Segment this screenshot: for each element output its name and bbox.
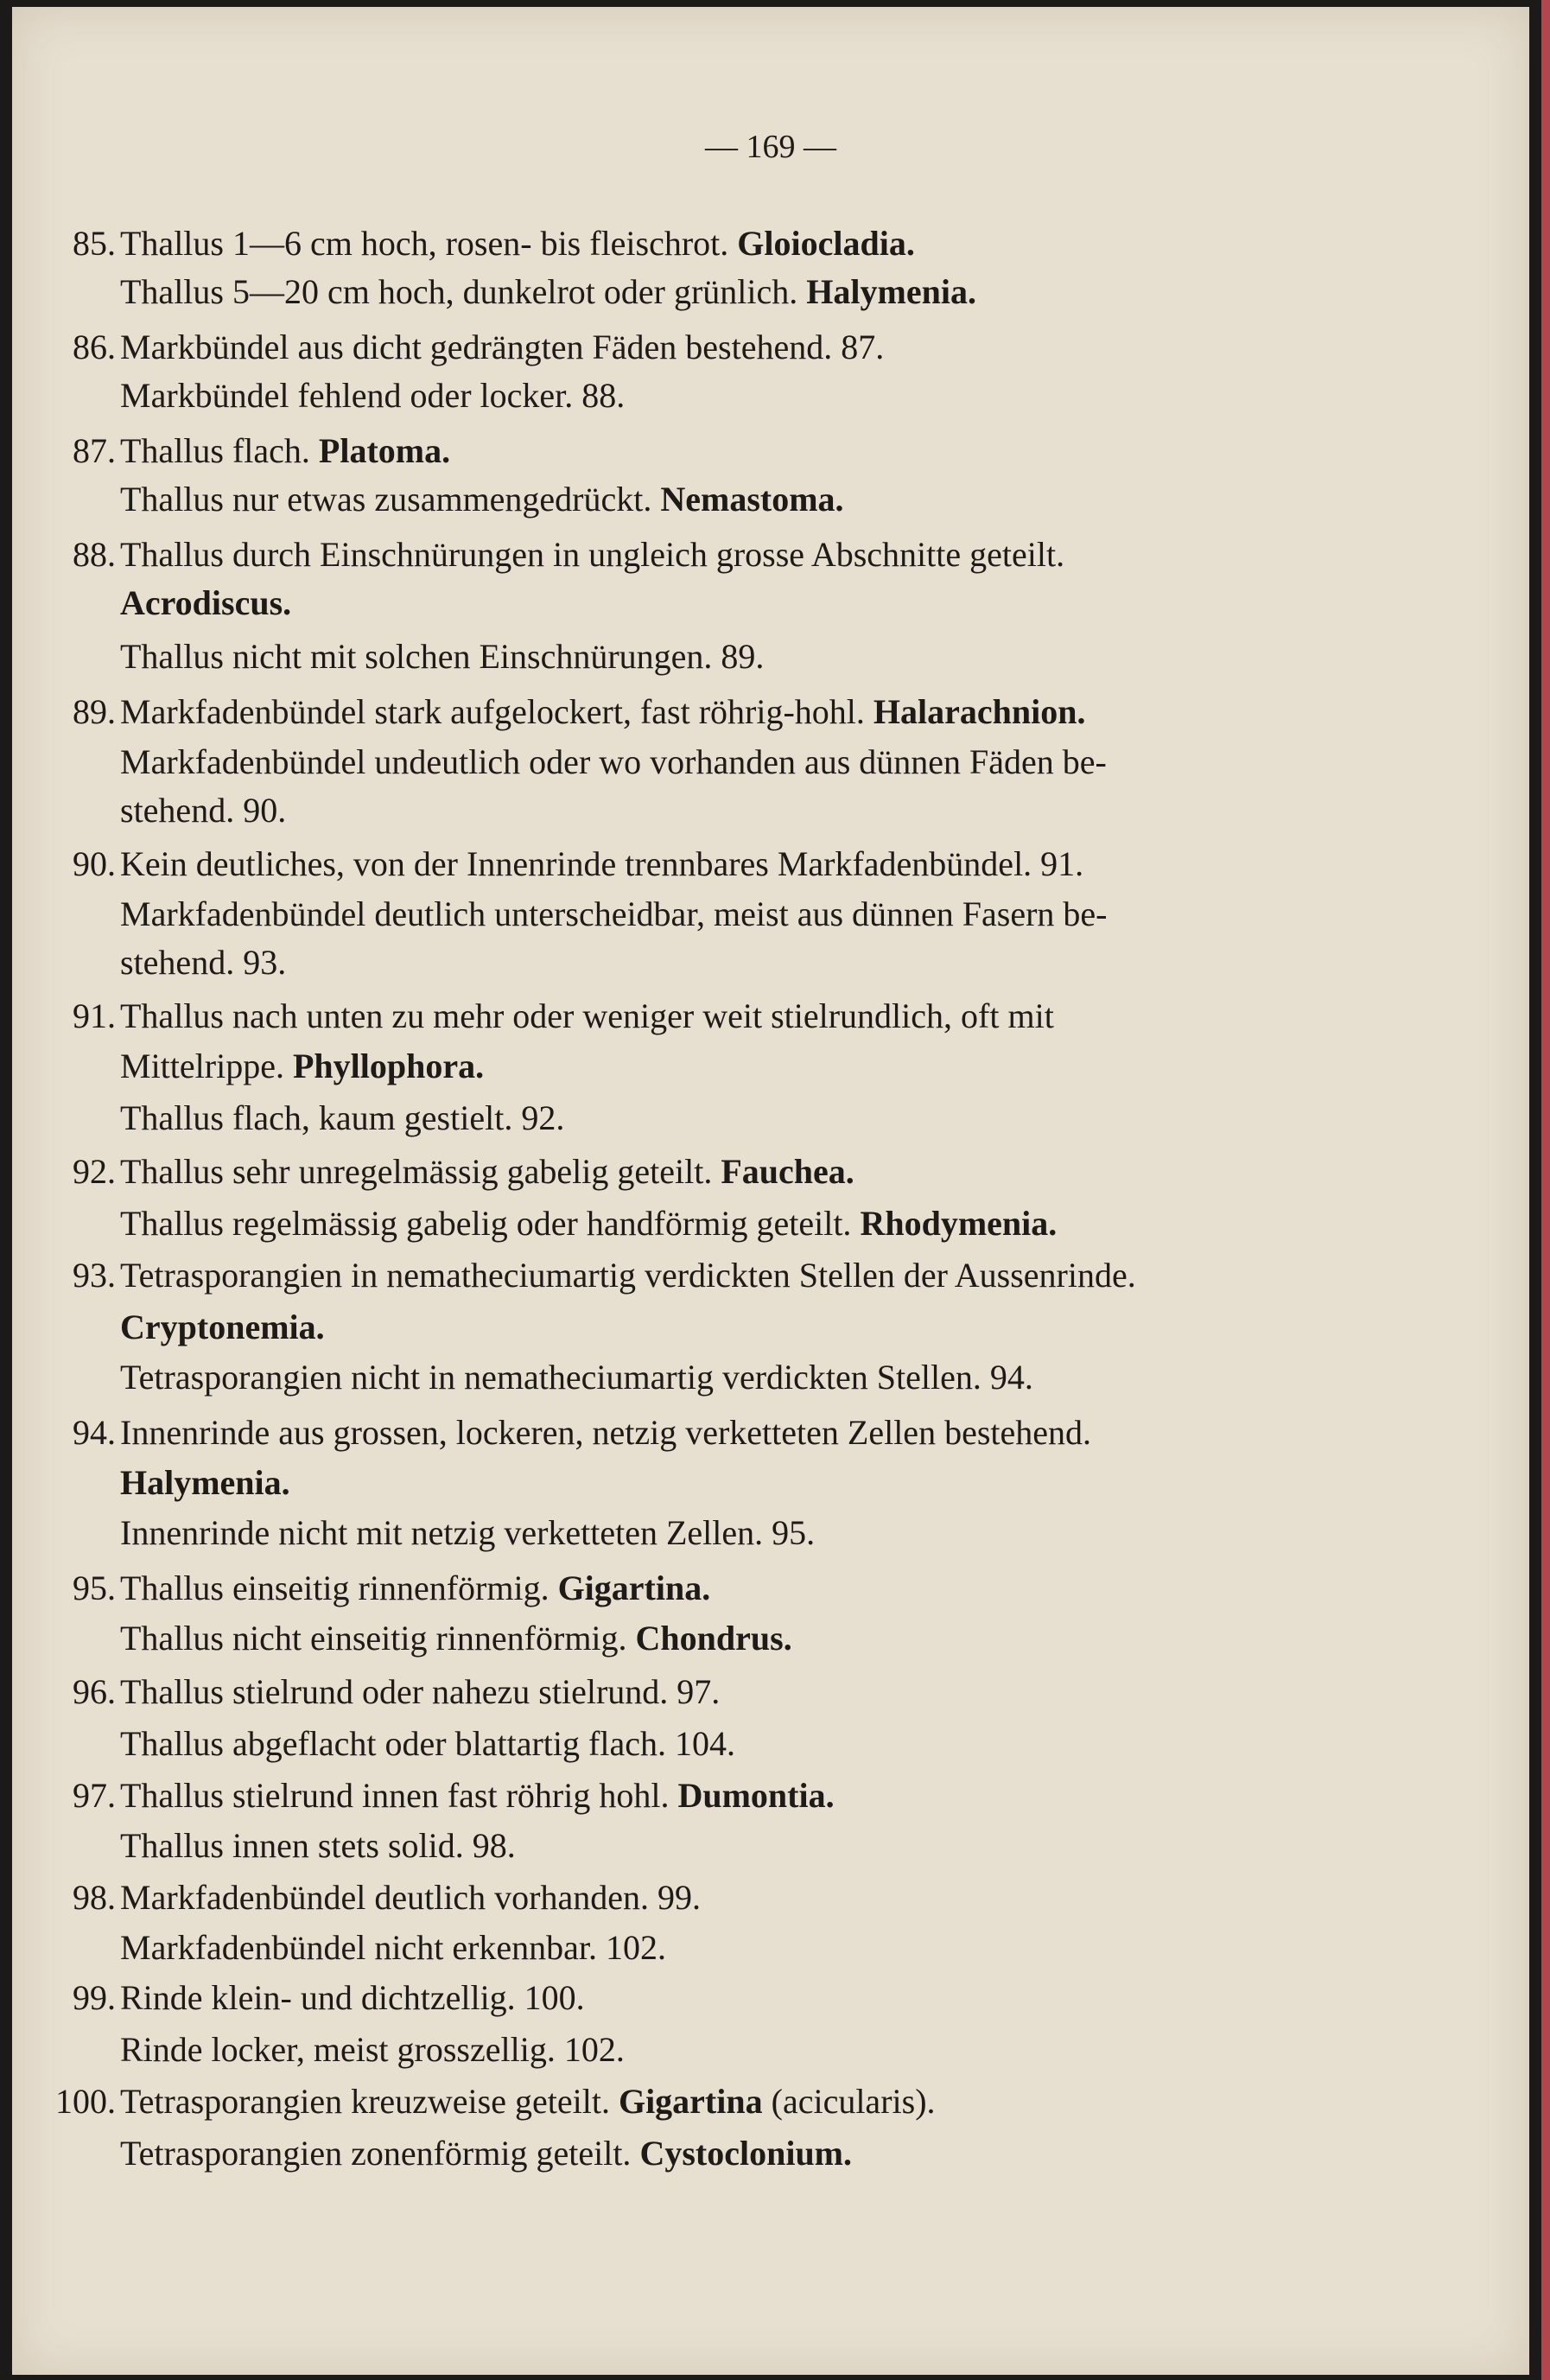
- key-text: Tetrasporangien zonenförmig geteilt.: [120, 2134, 632, 2173]
- taxon-name: Phyllophora.: [292, 1047, 485, 1085]
- key-text: Markfadenbündel undeutlich oder wo vorhanden aus dünnen Fäden be-: [120, 742, 1107, 781]
- taxon-name: Halymenia.: [806, 272, 976, 311]
- key-line: [120, 1825, 1338, 1867]
- taxon-name: Cryptonemia.: [120, 1308, 325, 1346]
- key-line: [120, 1151, 1338, 1193]
- key-line: [120, 2029, 1338, 2071]
- taxon-name: Halymenia.: [120, 1463, 290, 1502]
- key-text: Markbündel fehlend oder locker. 88.: [120, 376, 626, 415]
- taxon-name: Gigartina.: [557, 1569, 711, 1607]
- key-line: [120, 1775, 1338, 1817]
- key-line: [120, 1462, 1338, 1504]
- key-text: Markfadenbündel stark aufgelockert, fast röhrig-hohl.: [120, 692, 865, 731]
- key-line: [120, 1098, 1338, 1139]
- key-text: Thallus nach unten zu mehr oder weniger weit stielrundlich, oft mit: [120, 996, 1054, 1035]
- key-line: [120, 479, 1338, 520]
- entry-number: 88.: [73, 535, 116, 574]
- key-text: Thallus flach.: [120, 431, 310, 470]
- key-line: [120, 1877, 1338, 1919]
- key-line: [120, 636, 1338, 678]
- key-line: [120, 1203, 1338, 1244]
- key-text: Rinde klein- und dichtzellig. 100.: [120, 1978, 585, 2017]
- key-text: Thallus flach, kaum gestielt. 92.: [120, 1098, 565, 1137]
- entry-number: 94.: [73, 1413, 116, 1452]
- key-text: Thallus durch Einschnürungen in ungleich grosse Abschnitte geteilt.: [120, 535, 1065, 574]
- page-edge: [1541, 0, 1550, 2380]
- key-text: Markfadenbündel deutlich vorhanden. 99.: [120, 1878, 702, 1917]
- entry-number: 99.: [73, 1978, 116, 2017]
- taxon-name: Chondrus.: [635, 1619, 792, 1658]
- entry-number: 97.: [73, 1776, 116, 1815]
- key-line: [120, 1357, 1338, 1398]
- key-text: Tetrasporangien kreuzweise geteilt.: [120, 2082, 610, 2121]
- key-text: Thallus innen stets solid. 98.: [120, 1826, 516, 1865]
- key-line: [120, 1927, 1338, 1969]
- entry-number: 86.: [73, 328, 116, 366]
- taxon-name: Fauchea.: [721, 1152, 854, 1191]
- key-line: [120, 375, 1338, 417]
- identification-key: [12, 7, 1529, 2375]
- book-page: [12, 7, 1529, 2375]
- key-text: Thallus nicht einseitig rinnenförmig.: [120, 1619, 627, 1658]
- key-line: [120, 327, 1338, 368]
- key-line: [120, 430, 1338, 472]
- entry-number: 100.: [55, 2082, 116, 2121]
- key-text: stehend. 93.: [120, 943, 287, 982]
- taxon-name: Halarachnion.: [873, 692, 1086, 731]
- key-text: Markbündel aus dicht gedrängten Fäden bestehend. 87.: [120, 328, 885, 366]
- taxon-name: Nemastoma.: [660, 480, 844, 519]
- key-line: [120, 1723, 1338, 1765]
- entry-number: 89.: [73, 692, 116, 731]
- key-text: Innenrinde aus grossen, lockeren, netzig verketteten Zellen bestehend.: [120, 1413, 1092, 1452]
- key-line: [120, 1512, 1338, 1554]
- key-text: Mittelrippe.: [120, 1047, 284, 1085]
- key-line: [120, 223, 1338, 264]
- key-text: Thallus stielrund innen fast röhrig hohl.: [120, 1776, 670, 1815]
- entry-number: 98.: [73, 1878, 116, 1917]
- key-line: [120, 1255, 1338, 1296]
- key-line: [120, 1618, 1338, 1659]
- key-line: [120, 2133, 1338, 2174]
- entry-number: 93.: [73, 1256, 116, 1295]
- key-line: [120, 1412, 1338, 1454]
- key-text: Kein deutliches, von der Innenrinde trennbares Markfadenbündel. 91.: [120, 844, 1084, 883]
- key-line: [120, 1568, 1338, 1609]
- entry-number: 85.: [73, 224, 116, 263]
- taxon-name: Gigartina: [618, 2082, 763, 2121]
- key-text: Thallus 1—6 cm hoch, rosen- bis fleischrot.: [120, 224, 729, 263]
- taxon-name: Cystoclonium.: [639, 2134, 853, 2173]
- key-line: [120, 1307, 1338, 1348]
- key-line: [120, 741, 1338, 783]
- key-line: [120, 271, 1338, 313]
- key-line: [120, 1977, 1338, 2019]
- key-text: stehend. 90.: [120, 791, 287, 830]
- page-number: — 169 —: [705, 129, 836, 165]
- entry-number: 87.: [73, 431, 116, 470]
- key-line: [120, 534, 1338, 576]
- key-text: Markfadenbündel nicht erkennbar. 102.: [120, 1928, 667, 1967]
- entry-number: 96.: [73, 1672, 116, 1711]
- key-line: [120, 582, 1338, 624]
- key-line: [120, 942, 1338, 983]
- entry-number: 95.: [73, 1569, 116, 1607]
- key-text: Tetrasporangien nicht in nematheciumartig verdickten Stellen. 94.: [120, 1358, 1033, 1397]
- key-line: [120, 1046, 1338, 1087]
- key-line: [120, 894, 1338, 935]
- key-text: Thallus abgeflacht oder blattartig flach. 104.: [120, 1724, 735, 1763]
- key-line: [120, 1671, 1338, 1713]
- taxon-name: Rhodymenia.: [860, 1204, 1058, 1243]
- key-line: [120, 790, 1338, 831]
- key-line: [120, 843, 1338, 885]
- taxon-name: Gloiocladia.: [737, 224, 915, 263]
- key-text: Thallus sehr unregelmässig gabelig geteilt.: [120, 1152, 713, 1191]
- key-text: Thallus regelmässig gabelig oder handförmig geteilt.: [120, 1204, 852, 1243]
- key-line: [120, 691, 1338, 733]
- entry-number: 90.: [73, 844, 116, 883]
- key-text: Thallus 5—20 cm hoch, dunkelrot oder grünlich.: [120, 272, 798, 311]
- key-line: [120, 996, 1338, 1037]
- entry-number: 91.: [73, 996, 116, 1035]
- key-text: Thallus stielrund oder nahezu stielrund. 97.: [120, 1672, 721, 1711]
- key-text: Markfadenbündel deutlich unterscheidbar, meist aus dünnen Fasern be-: [120, 894, 1108, 933]
- key-text: Innenrinde nicht mit netzig verketteten Zellen. 95.: [120, 1513, 816, 1552]
- key-text: Tetrasporangien in nematheciumartig verdickten Stellen der Aussenrinde.: [120, 1256, 1136, 1295]
- key-text: Rinde locker, meist grosszellig. 102.: [120, 2030, 625, 2069]
- taxon-name: Dumontia.: [677, 1776, 835, 1815]
- entry-number: 92.: [73, 1152, 116, 1191]
- taxon-name: Acrodiscus.: [120, 583, 292, 622]
- key-text: Thallus nicht mit solchen Einschnürungen. 89.: [120, 637, 765, 676]
- taxon-name: Platoma.: [318, 431, 451, 470]
- key-line: [120, 2081, 1338, 2122]
- taxon-qualifier: (acicularis).: [762, 2082, 936, 2121]
- key-text: Thallus nur etwas zusammengedrückt.: [120, 480, 652, 519]
- key-text: Thallus einseitig rinnenförmig.: [120, 1569, 549, 1607]
